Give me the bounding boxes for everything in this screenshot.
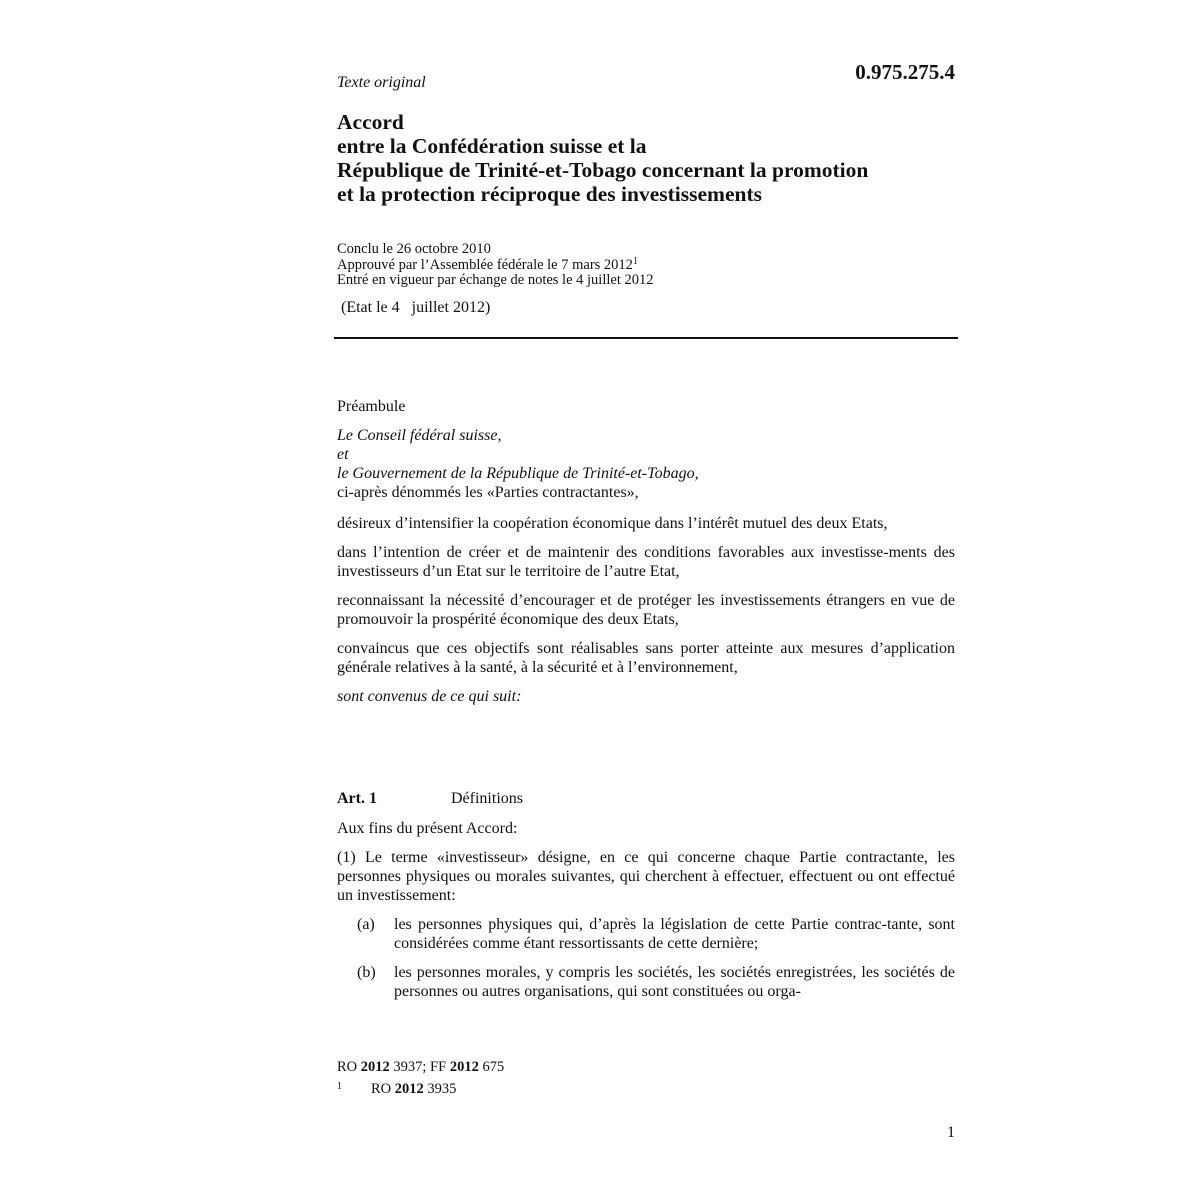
considerant-paragraph: convaincus que ces objectifs sont réalisables sans porter atteinte aux mesures d’application générale relatives à la santé, à la sécurité et à l’environnement, <box>337 640 955 676</box>
in-force-date: Entré en vigueur par échange de notes le 4 juillet 2012 <box>337 272 654 288</box>
original-text-label: Texte original <box>337 74 426 91</box>
article-body <box>337 819 955 1011</box>
considerant-paragraph: reconnaissant la nécessité d’encourager et de protéger les investissements étrangers en vue de promouvoir la prospérité économique des deux Etats, <box>337 592 955 628</box>
approved-date <box>337 255 653 274</box>
preamble-parties <box>337 426 955 502</box>
document-meta <box>337 242 653 289</box>
considerant-paragraph: désireux d’intensifier la coopération économique dans l’intérêt mutuel des deux Etats, <box>337 515 888 532</box>
title-line: République de Trinité-et-Tobago concernant la promotion <box>337 158 869 182</box>
title-line: Accord <box>337 110 404 134</box>
status-date: (Etat le 4 juillet 2012) <box>341 299 491 316</box>
party-trinidad: le Gouvernement de la République de Trinité-et-Tobago, <box>337 465 699 482</box>
title-line: et la protection réciproque des investissements <box>337 182 762 206</box>
document-number: 0.975.275.4 <box>855 60 955 84</box>
considerant-paragraph: dans l’intention de créer et de maintenir des conditions favorables aux investisse-ments des investisseurs d’un Etat sur le territoire de l’autre Etat, <box>337 544 955 580</box>
footnote-number: 1 <box>337 1081 342 1092</box>
footnotes <box>337 1058 504 1099</box>
document-title <box>337 110 977 206</box>
fn1-page: 3935 <box>427 1081 457 1097</box>
list-item-text: les personnes physiques qui, d’après la législation de cette Partie contrac-tante, sont considérées comme étant ressortissants de cette dernière; <box>394 916 955 952</box>
ff-page: 675 <box>482 1059 505 1075</box>
article-list-item <box>337 963 955 1001</box>
ro-page: 3937; FF <box>393 1059 447 1075</box>
article-list-item <box>337 915 955 953</box>
agreed-clause: sont convenus de ce qui suit: <box>337 688 522 705</box>
title-line: entre la Confédération suisse et la <box>337 134 647 158</box>
list-item-label: (b) <box>357 964 376 981</box>
approved-text: Approuvé par l’Assemblée fédérale le 7 mars 2012 <box>337 256 633 273</box>
fn1-ro-label: RO <box>371 1081 392 1097</box>
list-item-label: (a) <box>357 916 375 933</box>
hereinafter-clause: ci-après dénommés les «Parties contractantes», <box>337 484 639 501</box>
concluded-date: Conclu le 26 octobre 2010 <box>337 241 491 257</box>
party-swiss: Le Conseil fédéral suisse, <box>337 427 502 444</box>
footnote-1 <box>337 1077 504 1099</box>
ro-label: RO <box>337 1059 358 1075</box>
ff-year: 2012 <box>449 1059 479 1075</box>
preamble-heading: Préambule <box>337 398 406 415</box>
list-item-text: les personnes morales, y compris les sociétés, les sociétés enregistrées, les sociétés de personnes ou autres organisations, qui sont constituées ou orga- <box>394 964 955 1000</box>
conjunction: et <box>337 446 349 463</box>
article-title: Définitions <box>451 790 523 807</box>
page-number: 1 <box>947 1124 955 1141</box>
source-reference <box>337 1058 504 1077</box>
footnote-ref-link[interactable]: 1 <box>632 255 638 267</box>
article-number: Art. 1 <box>337 790 377 807</box>
article-heading <box>337 790 523 808</box>
ro-year: 2012 <box>360 1059 390 1075</box>
header-divider <box>334 337 958 339</box>
fn1-year: 2012 <box>394 1081 424 1097</box>
article-intro: Aux fins du présent Accord: <box>337 820 518 837</box>
article-paragraph: (1) Le terme «investisseur» désigne, en ce qui concerne chaque Partie contractante, les personnes physiques ou morales suivantes, qui cherchent à effectuer, effectuent ou ont effectué un investissement: <box>337 849 955 904</box>
preamble-considerants <box>337 514 955 706</box>
